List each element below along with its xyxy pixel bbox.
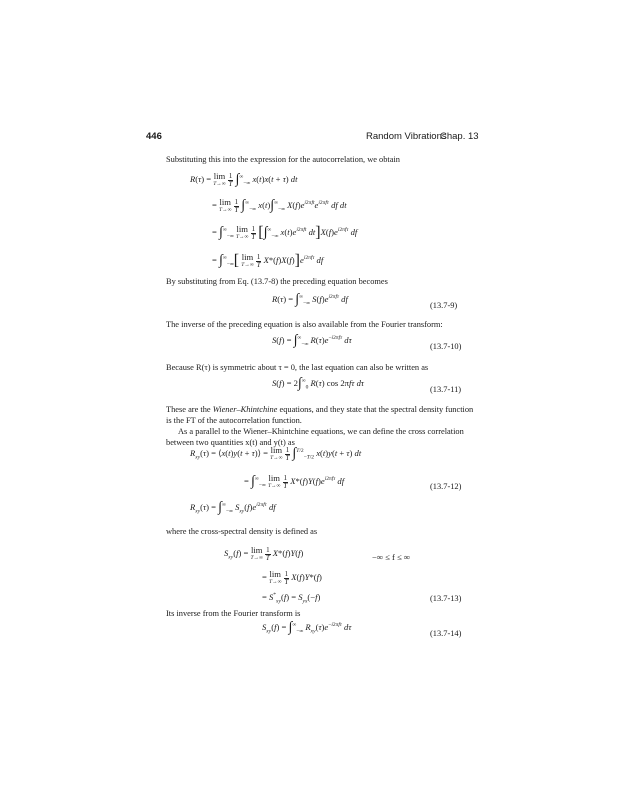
paragraph-3: The inverse of the preceding equation is also available from the Fourier transform:: [166, 320, 443, 329]
equation-number-9: (13.7-9): [430, 301, 458, 310]
paragraph-5: [166, 404, 476, 426]
equation-13-7-11: $S(f) = 2\int^\infty_0$ R(τ) cos 2πfτ dτ: [272, 376, 364, 391]
paragraph-4: Because R(τ) is symmetric about τ = 0, the last equation can also be written as: [166, 363, 429, 372]
equation-number-14: (13.7-14): [430, 629, 462, 638]
equation-r-xy-3: $R_{xy}(\tau) = \int^\infty_{-\infty}$ $S_{xy}(f)e^{i2\pi f\tau}$ df: [190, 500, 276, 515]
page-number: 446: [146, 131, 162, 142]
equation-13-7-9: $R(\tau) = \int^\infty_{-\infty}$ $S(f)e^{i2\pi f\tau}$ df: [272, 292, 348, 307]
equation-s-xy-1: $S_{xy}(f) = \lim$ T→∞ $\frac{1}{T}$ X*(f)Y(f): [224, 545, 304, 562]
paragraph-1: Substituting this into the expression for the autocorrelation, we obtain: [166, 155, 400, 164]
paragraph-5-term: Wiener–Khintchine: [212, 405, 278, 414]
equation-s-xy-3: = $S^*_{xy}(f) = S_{yx}(-f)$: [262, 592, 321, 605]
paragraph-2: By substituting from Eq. (13.7-8) the preceding equation becomes: [166, 277, 388, 286]
running-title: Random Vibrations: [366, 131, 447, 142]
paragraph-5-end: equations, and they state that the spectral density function is the FT of the autocorrelation function.: [166, 405, 474, 425]
equation-r-tau-2: = lim T→∞ $\frac{1}{T}$ $\int^\infty_{-\infty}$ $x(t)\int^\infty_{-\infty}$ $X(f)e^{i2\pi ft}e^{i2\pi f\tau}$ df dt: [212, 197, 347, 214]
equation-r-tau-3: = $\int^\infty_{-\infty}$ lim T→∞ $\frac{1}{T}$ [$\int^\infty_{-\infty}$ $x(t)e^{i2\pi ft}$ $dt]X(f)e^{i2\pi f\tau}$ df: [212, 224, 358, 241]
equation-13-7-10: $S(f) = \int^\infty_{-\infty}$ $R(\tau)e^{-i2\pi f\tau}$ dτ: [272, 333, 352, 348]
equation-number-12: (13.7-12): [430, 482, 462, 491]
frequency-range: −∞ ≤ f ≤ ∞: [372, 552, 410, 562]
equation-r-xy-def: $R_{xy}(\tau)$ = ⟨x(t)y(t + τ)⟩ = lim T→∞ $\frac{1}{T}$ ∫$^{T/2}_{-T/2}$ x(t)y(t + τ) dt: [190, 445, 362, 462]
chapter-label: Chap. 13: [440, 131, 479, 142]
equation-number-10: (13.7-10): [430, 342, 462, 351]
equation-r-xy-2: = $\int^\infty_{-\infty}$ lim T→∞ $\frac{1}{T}$ $X*(f)Y(f)e^{i2\pi f\tau}$ df: [244, 473, 345, 490]
paragraph-5-start: These are the: [166, 405, 213, 414]
paragraph-8: Its inverse from the Fourier transform is: [166, 609, 301, 618]
equation-s-xy-2: = lim T→∞ $\frac{1}{T}$ X(f)Y*(f): [262, 569, 322, 586]
paragraph-6: As a parallel to the Wiener–Khintchine equations, we can define the cross correlation between two quantities x(t) and y(t) as: [166, 427, 464, 447]
equation-r-tau-4: = $\int^\infty_{-\infty}$[ lim T→∞ $\frac{1}{T}$ $X*(f)X(f)]e^{i2\pi f\tau}$ df: [212, 252, 324, 269]
equation-r-tau-1: R(τ) = lim T→∞ $\frac{1}{T}$ $\int^\infty_{-\infty}$ x(t)x(t + τ) dt: [190, 171, 298, 188]
equation-number-13: (13.7-13): [430, 594, 462, 603]
equation-number-11: (13.7-11): [430, 385, 462, 394]
equation-13-7-14: $S_{xy}(f) = \int^\infty_{-\infty}$ $R_{xy}(\tau)e^{-i2\pi f\tau}$ dτ: [262, 620, 352, 635]
paragraph-7: where the cross-spectral density is defined as: [166, 527, 318, 536]
